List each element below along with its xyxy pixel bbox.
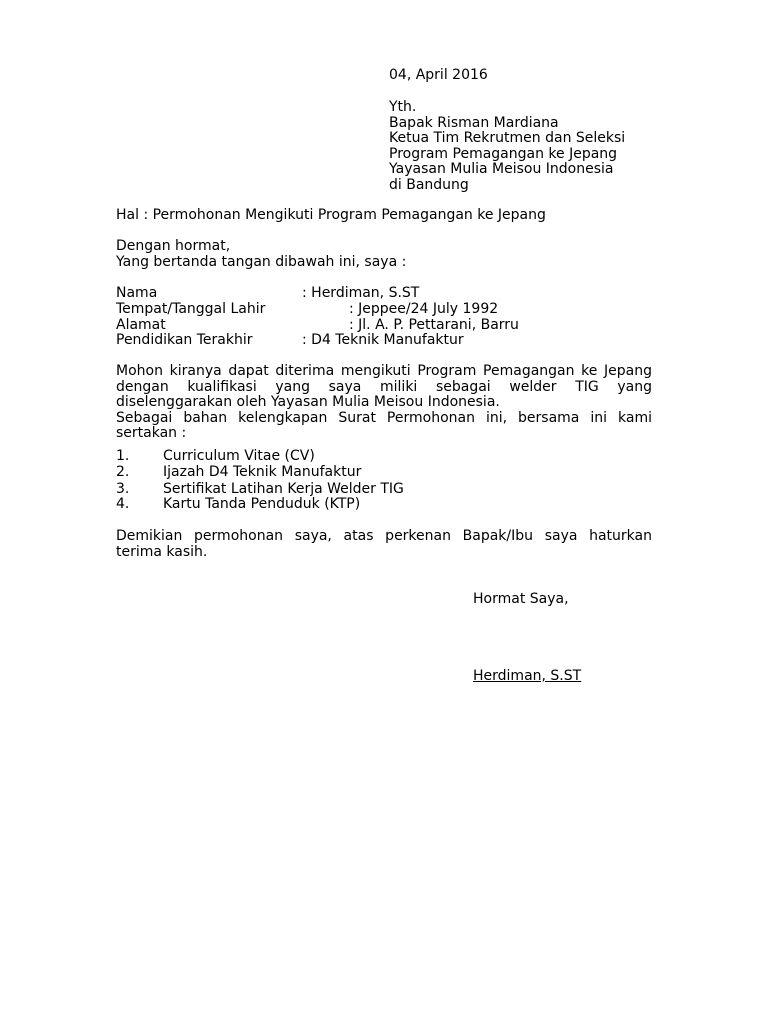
attachment-number: 2. [116,464,130,480]
recipient-program: Program Pemagangan ke Jepang [389,145,618,162]
identity-label-education: Pendidikan Terakhir [116,332,253,348]
identity-value-address: : Jl. A. P. Pettarani, Barru [349,317,519,333]
recipient-block [389,100,625,193]
recipient-title: Ketua Tim Rekrutmen dan Seleksi [389,130,626,146]
attachment-number: 4. [116,496,130,512]
recipient-city: di Bandung [389,176,469,193]
identity-value-birth: : Jeppee/24 July 1992 [349,301,499,317]
recipient-greeting: Yth. [389,99,417,115]
signature-name: Herdiman, S.ST [473,668,582,684]
attachment-item: Kartu Tanda Penduduk (KTP) [163,496,361,512]
identity-label-address: Alamat [116,317,166,333]
recipient-name: Bapak Risman Mardiana [389,114,559,131]
attachment-item: Ijazah D4 Teknik Manufaktur [163,464,362,480]
recipient-organization: Yayasan Mulia Meisou Indonesia [389,161,614,177]
salutation: Dengan hormat, [116,238,231,254]
body-line: dengan kualifikasi yang saya miliki sebagai welder TIG yang [116,378,652,395]
identity-value-education: : D4 Teknik Manufaktur [302,332,464,348]
closing-line: Demikian permohonan saya, atas perkenan Bapak/Ibu saya haturkan [116,528,652,544]
body-line: Mohon kiranya dapat diterima mengikuti Program Pemagangan ke Jepang [116,363,652,379]
body-line: sertakan : [116,425,187,441]
body-paragraph [116,364,652,442]
attachment-number: 1. [116,448,130,464]
body-line: Sebagai bahan kelengkapan Surat Permohonan ini, bersama ini kami [116,409,652,426]
letter-date: 04, April 2016 [389,67,488,83]
attachment-number: 3. [116,481,130,497]
signature-regards: Hormat Saya, [473,591,569,607]
identity-value-name: : Herdiman, S.ST [302,285,420,301]
body-line: diselenggarakan oleh Yayasan Mulia Meisou Indonesia. [116,394,500,410]
closing-paragraph [116,529,652,560]
attachment-item: Curriculum Vitae (CV) [163,448,315,464]
letter-subject: Hal : Permohonan Mengikuti Program Pemagangan ke Jepang [116,207,546,223]
intro-line: Yang bertanda tangan dibawah ini, saya : [116,254,407,270]
identity-label-birth: Tempat/Tanggal Lahir [116,301,266,317]
closing-line: terima kasih. [116,543,208,560]
attachment-item: Sertifikat Latihan Kerja Welder TIG [163,481,404,497]
identity-label-name: Nama [116,285,158,301]
